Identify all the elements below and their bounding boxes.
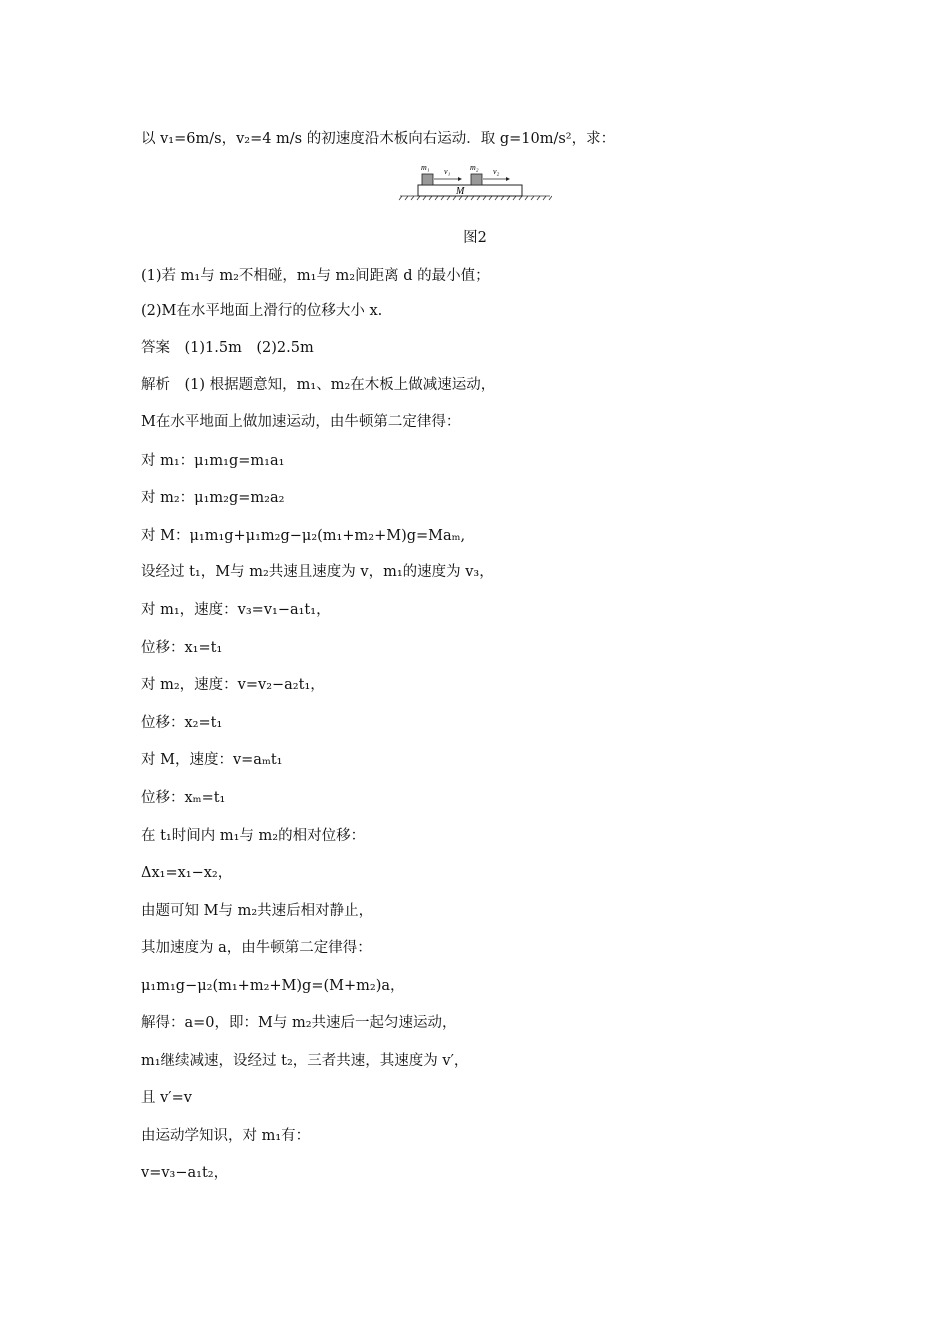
solution-line: 其加速度为 a，由牛顿第二定律得： — [141, 940, 372, 956]
solution-line: v=v₃−a₁t₂， — [141, 1165, 229, 1181]
block-m2 — [471, 174, 482, 185]
board-M — [418, 185, 522, 196]
solution-line: 且 v′=v — [141, 1090, 192, 1106]
solution-line: 解得：a=0，即：M与 m₂共速后一起匀速运动， — [141, 1015, 457, 1031]
question-2: (2)M在水平地面上滑行的位移大小 x. — [141, 303, 383, 319]
solution-line: 位移：xₘ=t₁ — [141, 790, 226, 806]
ground-hatching — [399, 196, 552, 200]
arrow-v2-head — [506, 177, 510, 181]
solution-line: μ₁m₁g−μ₂(m₁+m₂+M)g=(M+m₂)a， — [141, 978, 405, 994]
solution-line: 对 m₂：μ₁m₂g=m₂a₂ — [141, 490, 285, 506]
solution-line: 对 M，速度：v=aₘt₁ — [141, 752, 283, 768]
solution-line: M在水平地面上做加速运动，由牛顿第二定律得： — [141, 414, 461, 430]
answer-line: 答案 (1)1.5m (2)2.5m — [141, 340, 314, 356]
label-m2: m₂ — [470, 163, 479, 172]
label-M: M — [456, 186, 465, 197]
solution-line: m₁继续减速，设经过 t₂，三者共速，其速度为 v′， — [141, 1053, 469, 1069]
solution-line: 由运动学知识，对 m₁有： — [141, 1128, 311, 1144]
label-v1: v₁ — [444, 167, 451, 176]
block-m1 — [422, 174, 433, 185]
solution-line: 对 m₂，速度：v=v₂−a₂t₁， — [141, 677, 325, 693]
solution-line: 对 m₁，速度：v₃=v₁−a₁t₁， — [141, 602, 331, 618]
solution-line: 位移：x₁=t₁ — [141, 640, 223, 656]
figure-caption: 图2 — [463, 230, 487, 246]
solution-line: 设经过 t₁，M与 m₂共速且速度为 v，m₁的速度为 v₃， — [141, 564, 494, 580]
board-diagram — [398, 160, 552, 202]
label-m1: m₁ — [421, 163, 430, 172]
intro-line: 以 v₁=6m/s，v₂=4 m/s 的初速度沿木板向右运动．取 g=10m/s²，求： — [141, 131, 616, 147]
solution-line: 对 M：μ₁m₁g+μ₁m₂g−μ₂(m₁+m₂+M)g=Maₘ, — [141, 528, 466, 544]
solution-line: 由题可知 M与 m₂共速后相对静止， — [141, 903, 374, 919]
solution-line: Δx₁=x₁−x₂， — [141, 865, 233, 881]
question-1: (1)若 m₁与 m₂不相碰，m₁与 m₂间距离 d 的最小值； — [141, 268, 490, 284]
label-v2: v₂ — [493, 167, 500, 176]
solution-line: 在 t₁时间内 m₁与 m₂的相对位移： — [141, 828, 366, 844]
solution-line: 位移：x₂=t₁ — [141, 715, 223, 731]
analysis-line: 解析 (1) 根据题意知，m₁、m₂在木板上做减速运动， — [141, 377, 496, 393]
solution-line: 对 m₁：μ₁m₁g=m₁a₁ — [141, 453, 285, 469]
arrow-v1-head — [458, 177, 462, 181]
